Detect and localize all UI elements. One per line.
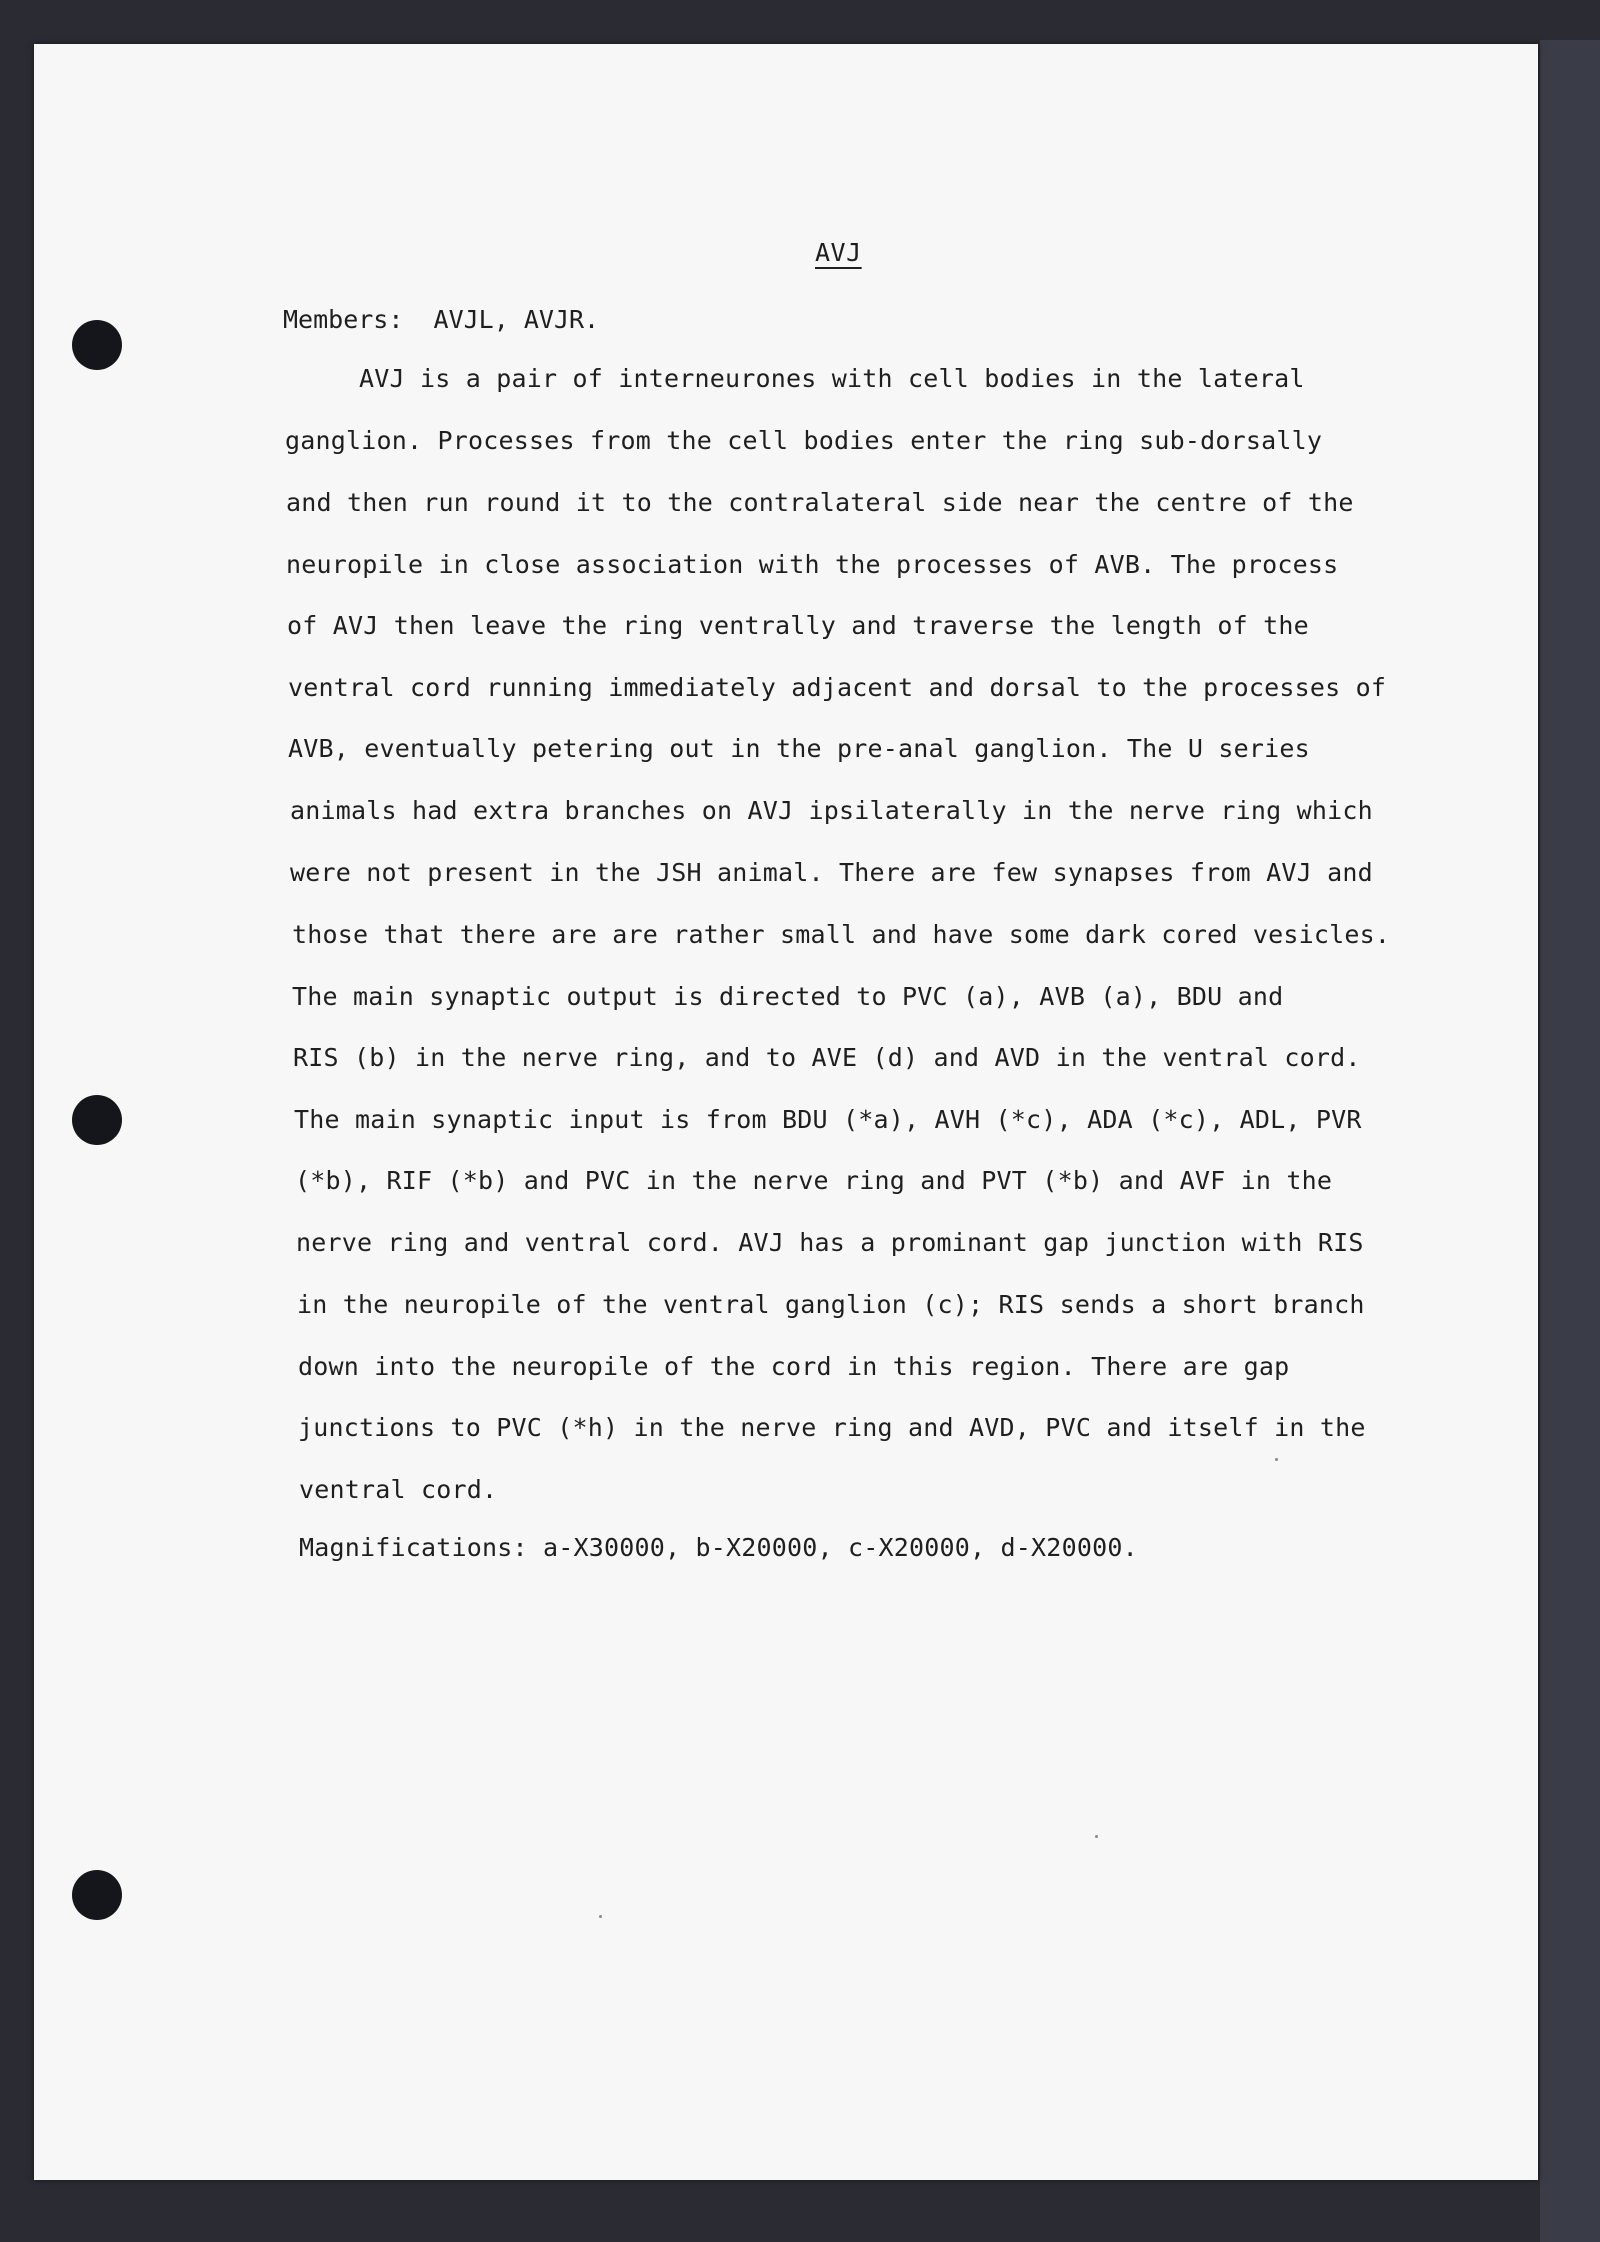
paragraph-line: were not present in the JSH animal. There are few synapses from AVJ and — [290, 858, 1373, 887]
members-value: AVJL, AVJR. — [433, 305, 600, 334]
paragraph-line: nerve ring and ventral cord. AVJ has a prominant gap junction with RIS — [296, 1228, 1364, 1257]
paragraph-line: and then run round it to the contralateral side near the centre of the — [286, 488, 1354, 517]
paper-speck — [1275, 1458, 1278, 1461]
paragraph-line: junctions to PVC (*h) in the nerve ring and AVD, PVC and itself in the — [298, 1413, 1366, 1442]
members-line — [283, 305, 599, 334]
paragraph-line: ganglion. Processes from the cell bodies enter the ring sub-dorsally — [285, 426, 1323, 455]
paragraph-line: AVB, eventually petering out in the pre-anal ganglion. The U series — [288, 734, 1310, 763]
paragraph-line: down into the neuropile of the cord in this region. There are gap — [298, 1352, 1290, 1381]
punch-hole-top — [72, 320, 122, 370]
paragraph-line: those that there are are rather small and have some dark cored vesicles. — [292, 920, 1391, 949]
paragraph-line: AVJ is a pair of interneurones with cell bodies in the lateral — [359, 364, 1305, 393]
paper-speck — [1095, 1835, 1098, 1838]
paragraph-line: in the neuropile of the ventral ganglion (c); RIS sends a short branch — [297, 1290, 1365, 1319]
members-label: Members: — [283, 305, 404, 334]
paper-speck — [599, 1915, 602, 1918]
paragraph-line: ventral cord running immediately adjacent and dorsal to the processes of — [288, 673, 1387, 702]
paragraph-line: The main synaptic output is directed to PVC (a), AVB (a), BDU and — [292, 982, 1284, 1011]
page-title: AVJ — [815, 238, 862, 267]
punch-hole-middle — [72, 1095, 122, 1145]
paragraph-line: of AVJ then leave the ring ventrally and traverse the length of the — [287, 611, 1309, 640]
paragraph-line: ventral cord. — [299, 1475, 498, 1504]
paragraph-line: (*b), RIF (*b) and PVC in the nerve ring and PVT (*b) and AVF in the — [295, 1166, 1333, 1195]
punch-hole-bottom — [72, 1870, 122, 1920]
paragraph-line: RIS (b) in the nerve ring, and to AVE (d) and AVD in the ventral cord. — [293, 1043, 1361, 1072]
paragraph-line: neuropile in close association with the processes of AVB. The process — [286, 550, 1339, 579]
paragraph-line: animals had extra branches on AVJ ipsilaterally in the nerve ring which — [290, 796, 1373, 825]
magnifications-line: Magnifications: a-X30000, b-X20000, c-X20000, d-X20000. — [299, 1533, 1138, 1562]
paragraph-line: The main synaptic input is from BDU (*a), AVH (*c), ADA (*c), ADL, PVR — [294, 1105, 1362, 1134]
backdrop-edge — [1540, 40, 1600, 2242]
